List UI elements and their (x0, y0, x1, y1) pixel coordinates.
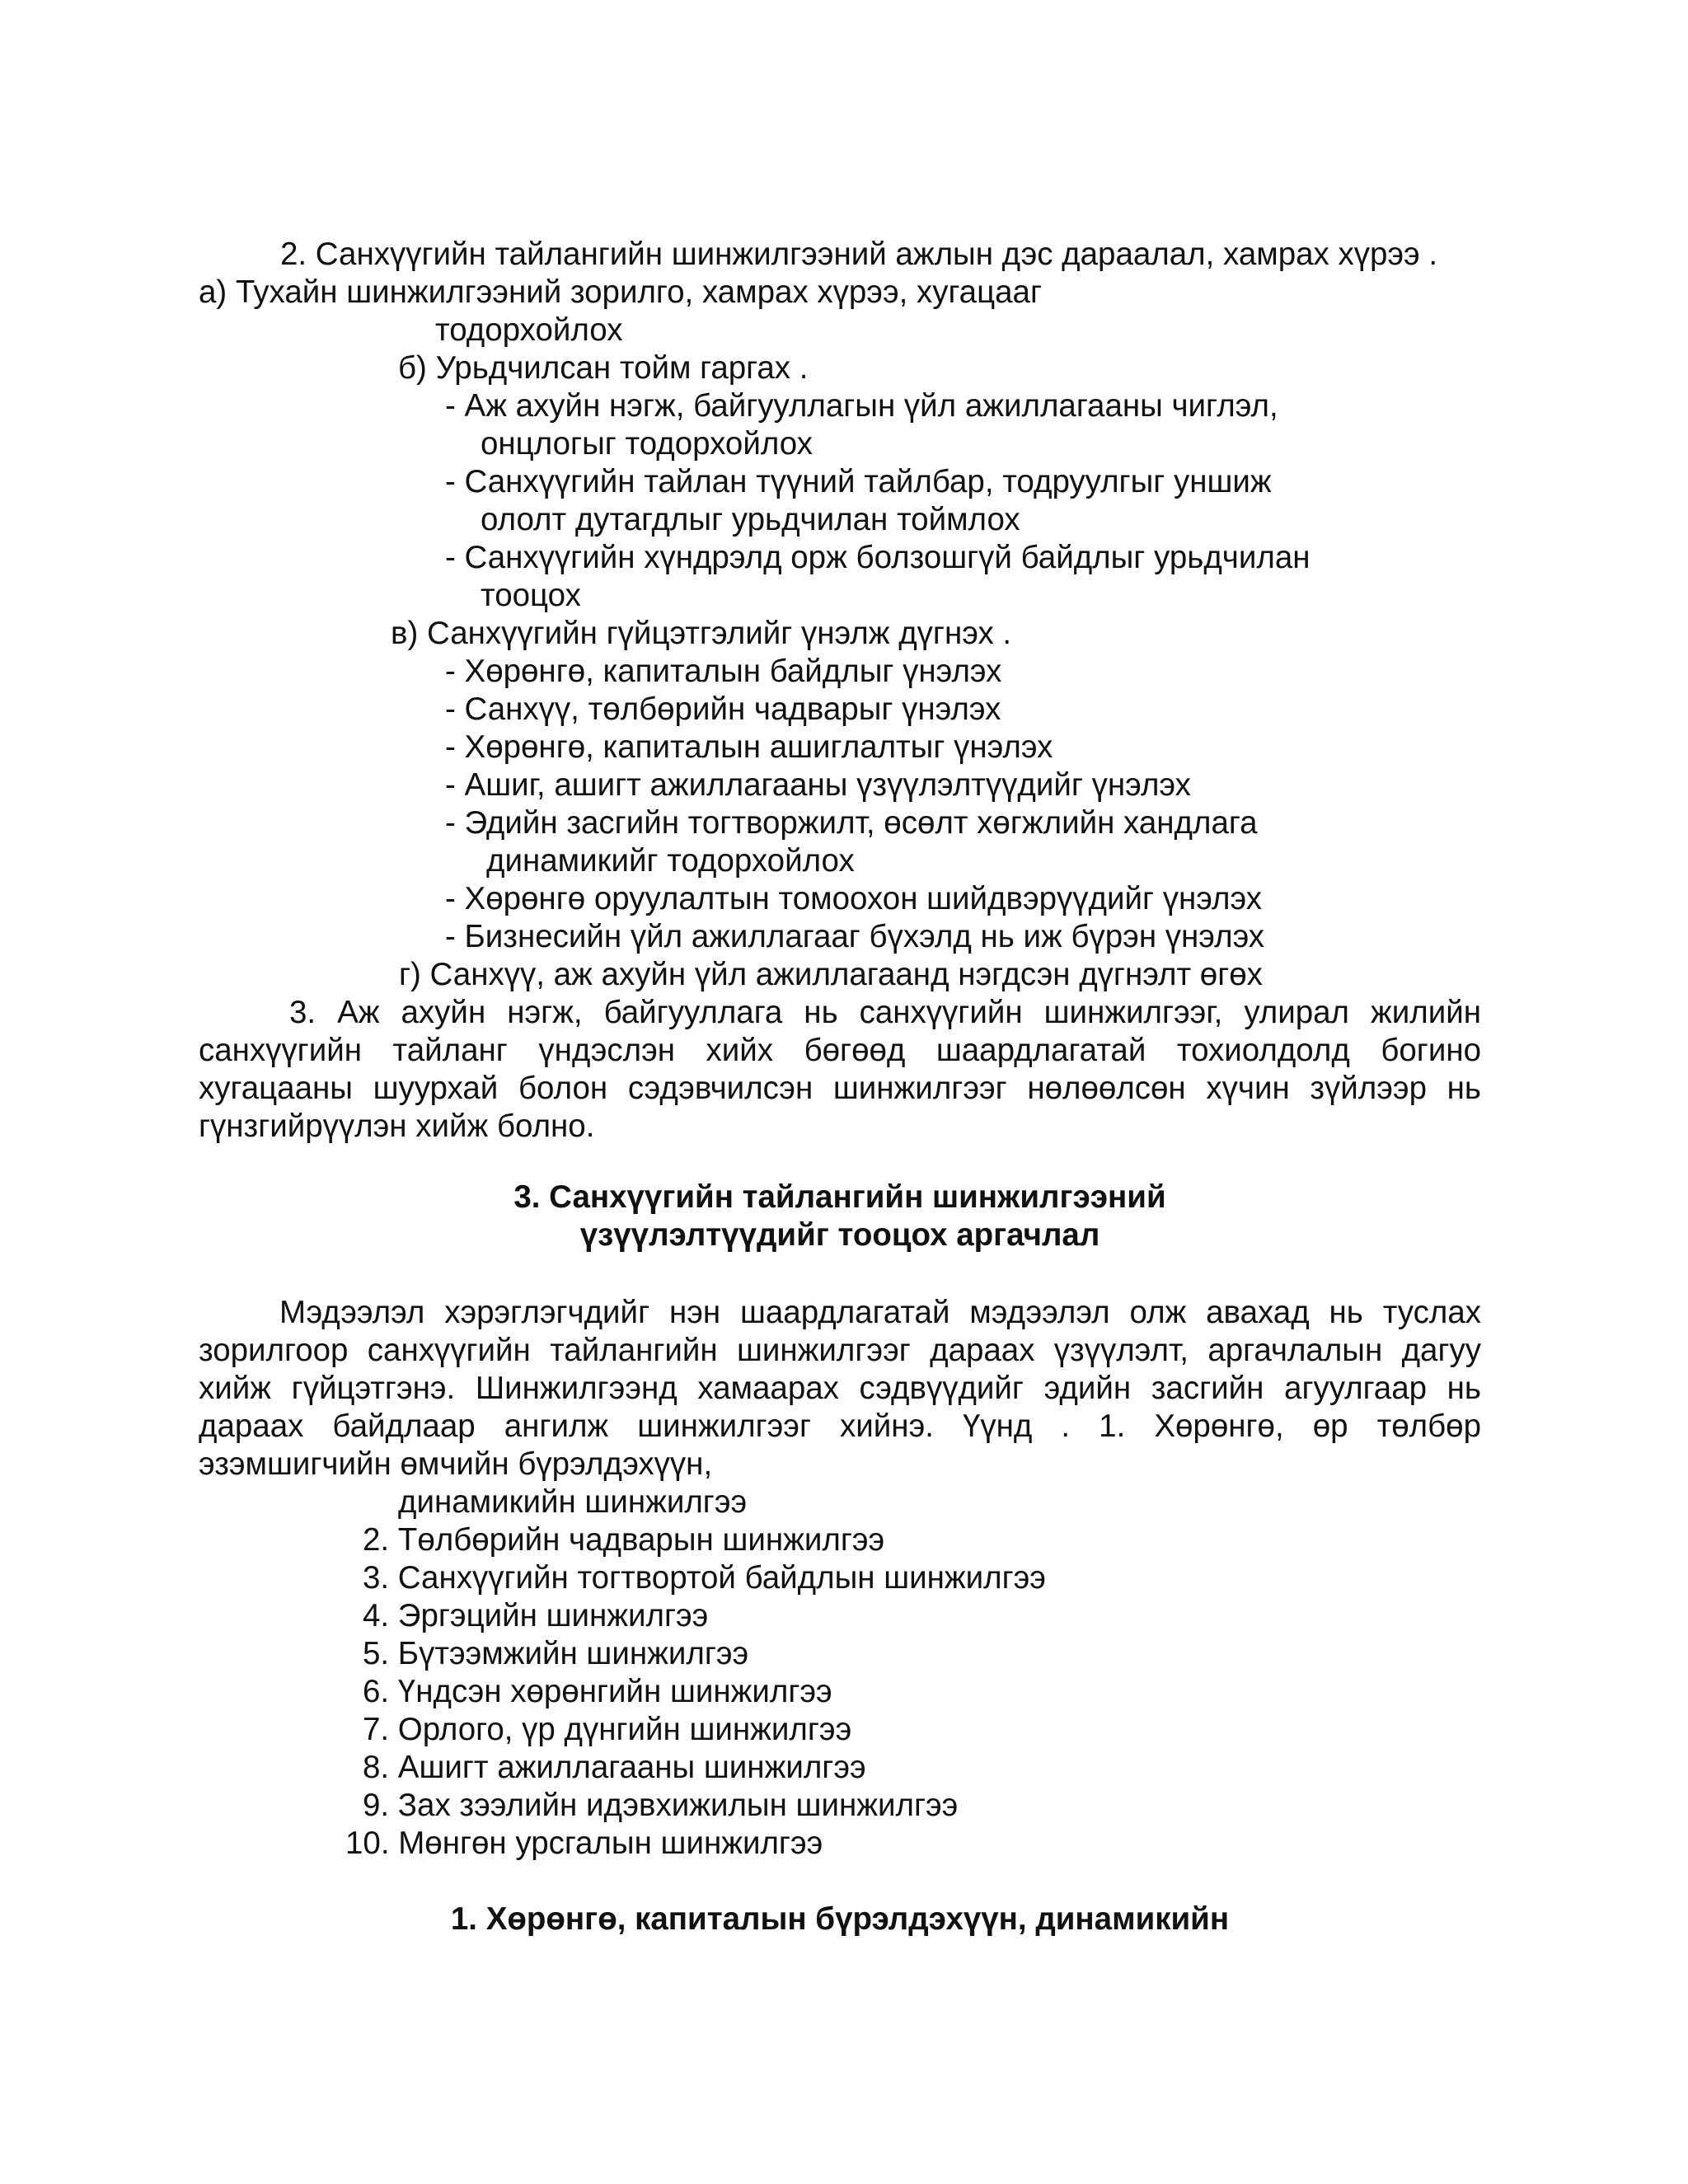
item-c-bullet: - Хөрөнгө, капиталын байдлыг үнэлэх (445, 654, 1002, 689)
list-item: 6. Үндсэн хөрөнгийн шинжилгээ (363, 1674, 832, 1709)
list-item: 7. Орлого, үр дүнгийн шинжилгээ (363, 1712, 852, 1747)
point3-line3: хугацааны шуурхай болон сэдэвчилсэн шинжилгээг нөлөөлсөн хүчин зүйлээр нь (199, 1071, 1481, 1106)
section2-heading: 2. Санхүүгийн тайлангийн шинжилгээний ажлын дэс дараалал, хамрах хүрээ . (280, 237, 1438, 272)
list-item: 2. Төлбөрийн чадварын шинжилгээ (363, 1522, 885, 1558)
section3-para-line2: зорилгоор санхүүгийн тайлангийн шинжилгээг дараах үзүүлэлт, аргачлалын дагуу (199, 1333, 1481, 1368)
item-c-bullet: - Бизнесийн үйл ажиллагааг бүхэлд нь иж бүрэн үнэлэх (445, 919, 1265, 954)
section3-para-line1: Мэдээлэл хэрэглэгчдийг нэн шаардлагатай мэдээлэл олж авахад нь туслах (279, 1295, 1481, 1330)
list-item: 10. Мөнгөн урсгалын шинжилгээ (345, 1825, 823, 1861)
section3-para-line4: дараах байдлаар ангилж шинжилгээг хийнэ. Үүнд . 1. Хөрөнгө, өр төлбөр (199, 1408, 1481, 1444)
item-b-bullet-1: - Аж ахуйн нэгж, байгууллагын үйл ажиллагааны чиглэл, (445, 388, 1278, 424)
item-c-bullet: - Хөрөнгө, капиталын ашиглалтыг үнэлэх (445, 729, 1053, 765)
point3-line4: гүнзгийрүүлэн хийж болно. (199, 1108, 595, 1144)
list-item: 5. Бүтээмжийн шинжилгээ (363, 1636, 749, 1671)
section3-heading-line1: 3. Санхүүгийн тайлангийн шинжилгээний (513, 1179, 1166, 1215)
item-b-bullet-3: - Санхүүгийн хүндрэлд орж болзошгүй байдлыг урьдчилан (445, 540, 1311, 575)
list-item: 4. Эргэцийн шинжилгээ (363, 1598, 709, 1633)
item-b-bullet-1-cont: онцлогыг тодорхойлох (481, 426, 813, 462)
point3-line2: санхүүгийн тайланг үндэслэн хийх бөгөөд шаардлагатай тохиолдолд богино (199, 1033, 1481, 1068)
section3-para-line6: динамикийн шинжилгээ (398, 1484, 748, 1520)
item-c-bullet: - Санхүү, төлбөрийн чадварыг үнэлэх (445, 691, 1001, 727)
list-item: 3. Санхүүгийн тогтвортой байдлын шинжилгээ (363, 1560, 1046, 1596)
list-item: 9. Зах зээлийн идэвхижилын шинжилгээ (363, 1788, 959, 1823)
list-item: 8. Ашигт ажиллагааны шинжилгээ (363, 1750, 866, 1785)
section3-para-line3: хийж гүйцэтгэнэ. Шинжилгээнд хамаарах сэдвүүдийг эдийн засгийн агуулгаар нь (199, 1371, 1481, 1406)
item-b-bullet-3-cont: тооцох (481, 578, 581, 613)
item-c-bullet: - Хөрөнгө оруулалтын томоохон шийдвэрүүдийг үнэлэх (445, 881, 1262, 916)
point3-line1: 3. Аж ахуйн нэгж, байгууллага нь санхүүгийн шинжилгээг, улирал жилийн (289, 995, 1481, 1030)
item-c-bullet: - Ашиг, ашигт ажиллагааны үзүүлэлтүүдийг үнэлэх (445, 767, 1191, 803)
section3-heading-line2: үзүүлэлтүүдийг тооцох аргачлал (579, 1217, 1100, 1253)
item-a-line2: тодорхойлох (435, 312, 623, 348)
item-c-bullet-cont: динамикийг тодорхойлох (486, 843, 855, 879)
item-c-bullet: - Эдийн засгийн тогтворжилт, өсөлт хөгжлийн хандлага (445, 805, 1258, 841)
item-b-title: б) Урьдчилсан тойм гаргах . (398, 350, 809, 386)
item-b-bullet-2: - Санхүүгийн тайлан түүний тайлбар, тодруулгыг уншиж (445, 464, 1272, 499)
item-c-title: в) Санхүүгийн гүйцэтгэлийг үнэлж дүгнэх . (391, 616, 1012, 651)
item-b-bullet-2-cont: ололт дутагдлыг урьдчилан тоймлох (481, 502, 1020, 537)
section3-para-line5: эзэмшигчийн өмчийн бүрэлдэхүүн, (199, 1446, 713, 1482)
next-section-heading: 1. Хөрөнгө, капиталын бүрэлдэхүүн, динамикийн (450, 1901, 1230, 1937)
item-d: г) Санхүү, аж ахуйн үйл ажиллагаанд нэгдсэн дүгнэлт өгөх (399, 957, 1263, 992)
item-a-line1: а) Тухайн шинжилгээний зорилго, хамрах хүрээ, хугацааг (199, 274, 1043, 310)
